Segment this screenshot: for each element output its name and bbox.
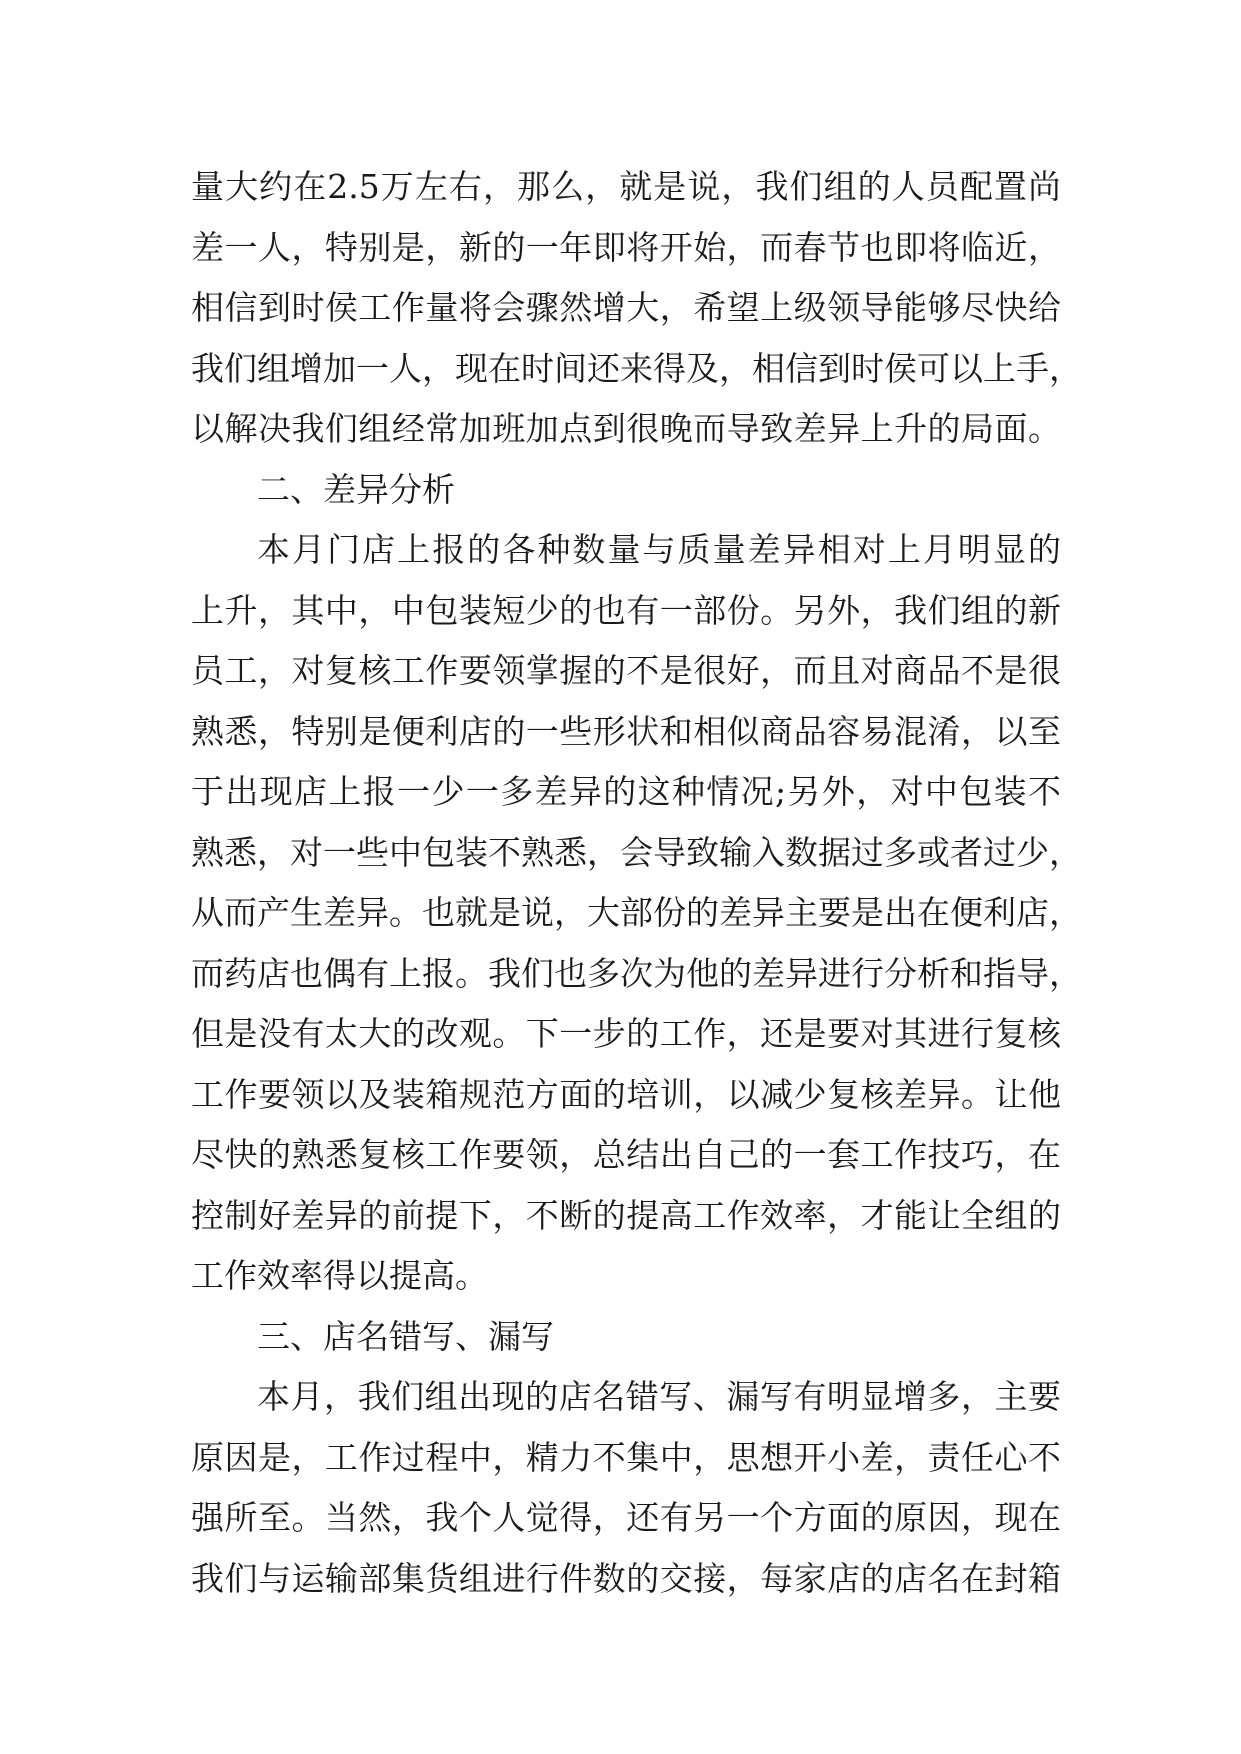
section-heading-3: 三、店名错写、漏写 [257, 1316, 554, 1356]
text-line: 于出现店上报一少一多差异的这种情况;另外，对中包装不 [191, 772, 1061, 811]
body-text [191, 157, 1082, 1609]
paragraph-first-line: 本月门店上报的各种数量与质量差异相对上月明显的 [257, 530, 1061, 569]
text-line: 控制好差异的前提下，不断的提高工作效率，才能让全组的 [191, 1195, 1061, 1235]
text-line: 原因是，工作过程中，精力不集中，思想开小差，责任心不 [191, 1437, 1061, 1477]
text-line: 而药店也偶有上报。我们也多次为他的差异进行分析和指导， [191, 953, 1082, 993]
text-line: 强所至。当然，我个人觉得，还有另一个方面的原因，现在 [191, 1498, 1061, 1537]
text-line: 我们组增加一人，现在时间还来得及，相信到时侯可以上手， [191, 348, 1082, 388]
text-line: 但是没有太大的改观。下一步的工作，还是要对其进行复核 [191, 1014, 1061, 1053]
text-line: 员工，对复核工作要领掌握的不是很好，而且对商品不是很 [191, 651, 1061, 690]
text-line: 从而产生差异。也就是说，大部份的差异主要是出在便利店， [191, 893, 1082, 932]
text-line: 量大约在2.5万左右，那么，就是说，我们组的人员配置尚 [191, 167, 1061, 206]
paragraph-first-line: 本月，我们组出现的店名错写、漏写有明显增多，主要 [257, 1377, 1061, 1416]
text-line: 上升，其中，中包装短少的也有一部份。另外，我们组的新 [191, 590, 1061, 630]
text-line: 我们与运输部集货组进行件数的交接，每家店的店名在封箱 [191, 1558, 1061, 1598]
text-line: 熟悉，特别是便利店的一些形状和相似商品容易混淆，以至 [191, 711, 1061, 751]
text-line: 以解决我们组经常加班加点到很晚而导致差异上升的局面。 [191, 409, 1061, 448]
text-line: 工作要领以及装箱规范方面的培训，以减少复核差异。让他 [191, 1074, 1061, 1114]
text-line: 熟悉，对一些中包装不熟悉，会导致输入数据过多或者过少， [191, 832, 1082, 872]
text-line: 差一人，特别是，新的一年即将开始，而春节也即将临近， [191, 227, 1061, 267]
text-line: 相信到时侯工作量将会骤然增大，希望上级领导能够尽快给 [191, 288, 1061, 327]
paragraph-last-line: 工作效率得以提高。 [191, 1256, 488, 1295]
section-heading-2: 二、差异分析 [257, 469, 455, 509]
text-line: 尽快的熟悉复核工作要领，总结出自己的一套工作技巧，在 [191, 1135, 1061, 1174]
